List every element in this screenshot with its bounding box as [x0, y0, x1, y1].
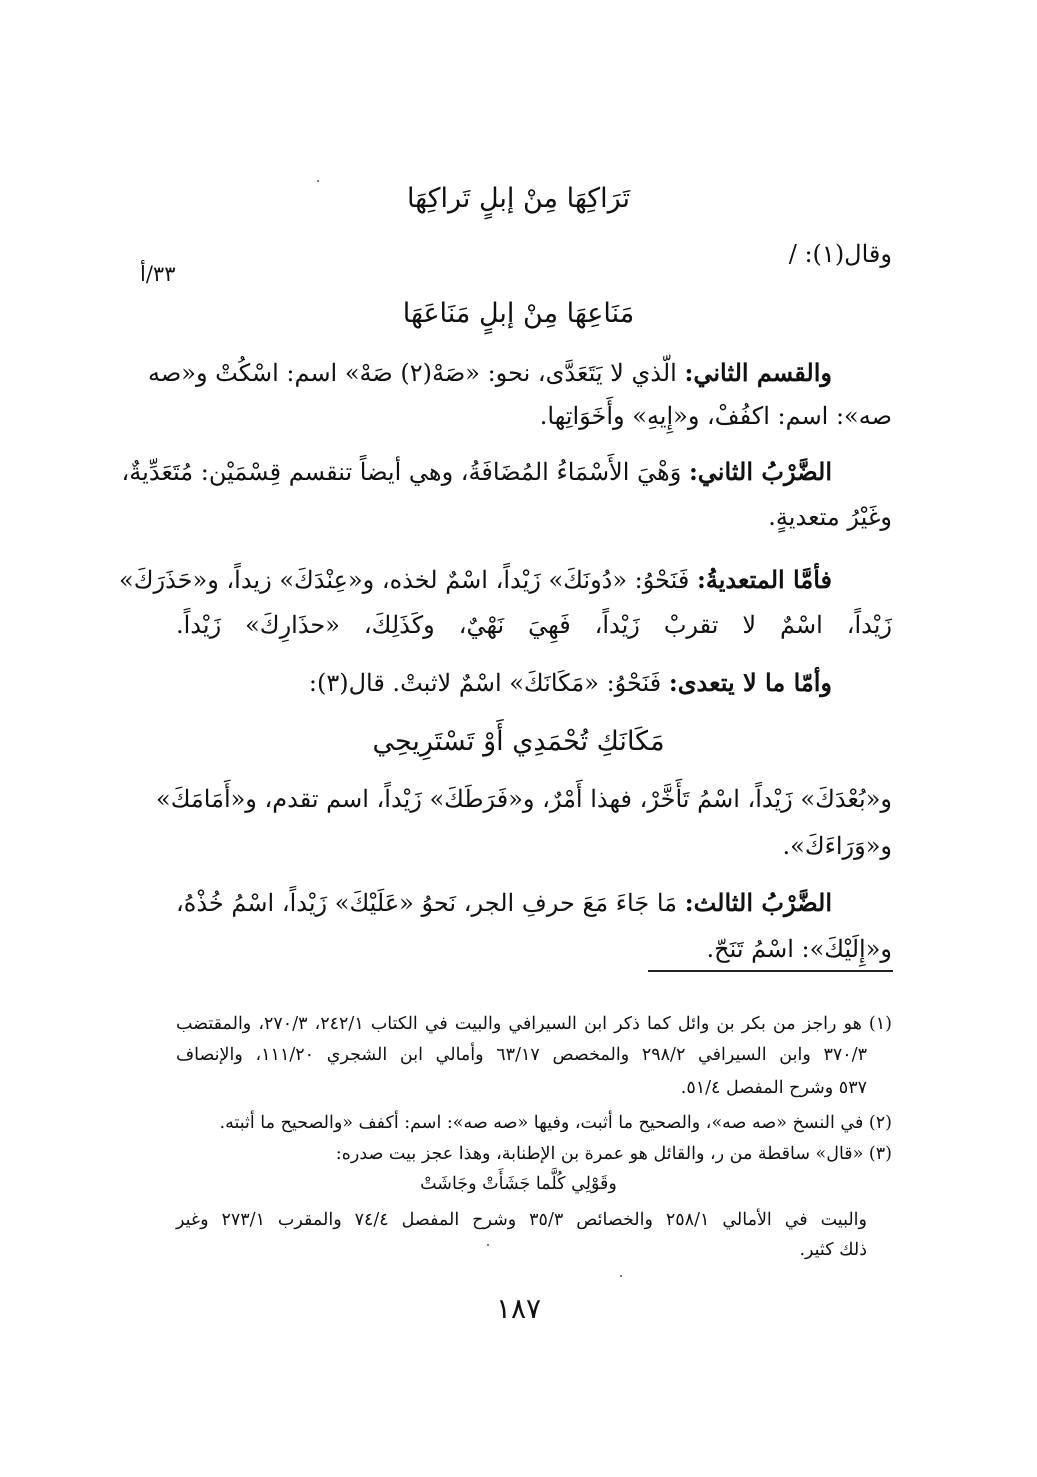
footnote-3-line-3: ذلك كثير.	[799, 1240, 867, 1260]
paragraph-6-heading: الضَّرْبُ الثالث:	[684, 888, 833, 917]
paragraph-3-line-2: زَيْداً، اسْمٌ لا تقربْ زَيْداً، فَهِيَ نَهْيٌ، وكَذَلِكَ، «حذَارِكَ» زَيْداً.	[176, 611, 892, 639]
paragraph-6-line-1	[176, 888, 832, 917]
paragraph-6-text: مَا جَاءَ مَعَ حرفِ الجر، نَحوُ «عَلَيْكَ» زَيْداً، اسْمُ خُذْهُ،	[176, 889, 678, 917]
footnote-2: (٢) في النسخ «صه صه»، والصحيح ما أثبت، وفيها «صه صه»: اسم: أكفف «والصحيح ما أثبته.	[219, 1113, 892, 1133]
speck	[317, 180, 319, 182]
verse-2: مَنَاعِهَا مِنْ إبلٍ مَنَاعَهَا	[402, 298, 635, 329]
footnote-3-line-2: والبيت في الأمالي ٢٥٨/١ والخصائص ٣٥/٣ وشرح المفصل ٧٤/٤ والمقرب ٢٧٣/١ وغير	[176, 1210, 867, 1230]
paragraph-4-heading: وأمّا ما لا يتعدى:	[668, 668, 832, 697]
paragraph-1-heading: والقسم الثاني:	[684, 358, 832, 387]
verse-3: مَكَانَكِ تُحْمَدِي أَوْ تَسْتَرِيحِي	[372, 726, 665, 757]
paragraph-4-line-1	[176, 668, 832, 697]
paragraph-2-line-2: وغَيْرُ متعديةٍ.	[768, 503, 892, 531]
intro-line: وقال(١): /	[788, 240, 892, 268]
footnote-1-line-2: ٣٧٠/٣ وابن السيرافي ٢٩٨/٢ والمخصص ٦٣/١٧ وأمالي ابن الشجري ١١١/٢٠، والإنصاف	[176, 1045, 867, 1065]
footnote-3-line-1: (٣) «قال» ساقطة من ر، والقائل هو عمرة بن الإطنابة، وهذا عجز بيت صدره:	[335, 1144, 892, 1164]
paragraph-1-line-1	[148, 358, 832, 387]
paragraph-2-text: وَهْيَ الأَسْمَاءُ المُضَافَةُ، وهي أيضاً تنقسم قِسْمَيْن: مُتَعَدِّيةٌ،	[121, 458, 682, 486]
paragraph-1-line-2: صه»: اسم: اكفُفْ، و«إِيهِ» وأَخَوَاتِها.	[539, 402, 892, 430]
paragraph-5-line-2: و«وَرَاءَكَ».	[782, 832, 892, 860]
footnote-separator	[648, 970, 893, 972]
page-number: ١٨٧	[495, 1292, 542, 1325]
footnote-1-line-3: ٥٣٧ وشرح المفصل ٥١/٤.	[680, 1078, 867, 1098]
footnote-3-verse: وقَوْلِي كُلَّما جَشَأَتْ وجَاشَتْ	[420, 1174, 617, 1194]
paragraph-5-line-1: و«بُعْدَكَ» زَيْداً، اسْمُ تَأَخَّرْ، فهذا أَمْرٌ، و«فَرَطَكَ» زَيْداً، اسم تقدم، و«أَمَامَكَ»	[156, 785, 892, 813]
margin-folio-ref: ٣٣/أ	[140, 262, 176, 286]
paragraph-1-text: الّذي لا يَتَعَدَّى، نحو: «صَهْ(٢) صَهْ» اسم: اسْكُتْ و«صه	[148, 359, 677, 387]
paragraph-2-heading: الضَّرْبُ الثاني:	[688, 457, 832, 486]
footnote-1-line-1: (١) هو راجز من بكر بن وائل كما ذكر ابن السيرافي والبيت في الكتاب ٢٤٢/١، ٢٧٠/٣، والمقتضب	[176, 1014, 892, 1034]
paragraph-3-text: فَنَحْوُ: «دُونَكَ» زَيْداً، اسْمٌ لخذه، و«عِنْدَكَ» زيداً، و«حَذَرَكَ»	[119, 566, 690, 594]
speck	[620, 1275, 622, 1277]
paragraph-3-line-1	[119, 565, 832, 594]
paragraph-2-line-1	[121, 457, 832, 486]
paragraph-6-line-2: و«إِلَيْكَ»: اسْمُ تَنَحّ.	[706, 935, 892, 963]
verse-1: تَرَاكِهَا مِنْ إبلٍ تَراكِهَا	[406, 183, 631, 214]
paragraph-3-heading: فأمَّا المتعديةُ:	[697, 565, 832, 594]
speck	[487, 1244, 489, 1246]
paragraph-4-text: فَنَحْوُ: «مَكَانَكَ» اسْمٌ لاثبتْ. قال(٣):	[308, 669, 662, 697]
